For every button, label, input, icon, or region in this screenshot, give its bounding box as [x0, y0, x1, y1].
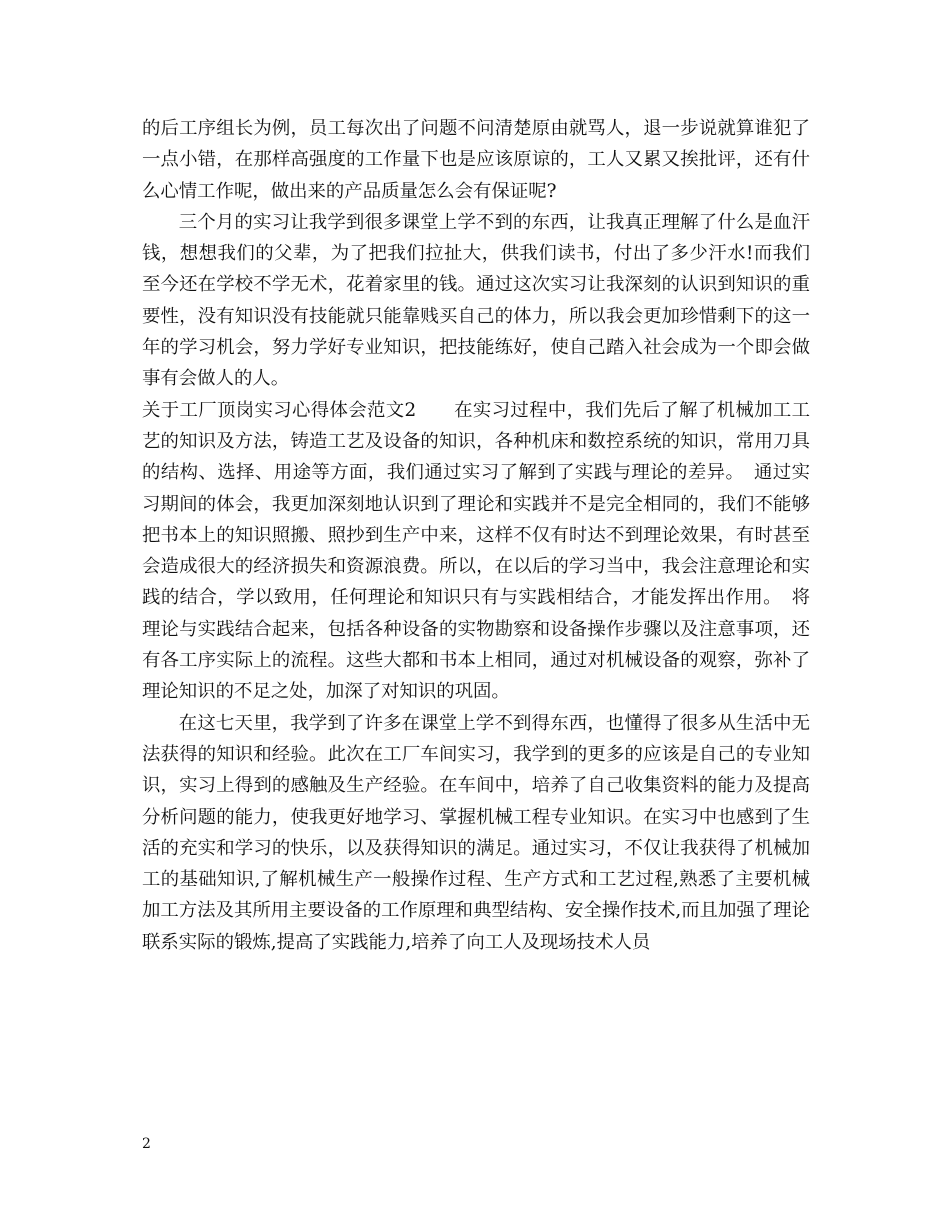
- paragraph-1: 的后工序组长为例，员工每次出了问题不问清楚原由就骂人，退一步说就算谁犯了一点小错，在那样高强度的工作量下也是应该原谅的，工人又累又挨批评，还有什么心情工作呢，做出来的产品质量怎么会有保证呢?: [142, 118, 810, 202]
- page-number: 2: [142, 1136, 151, 1152]
- paragraph-2: 三个月的实习让我学到很多课堂上学不到的东西，让我真正理解了什么是血汗钱，想想我们的父辈，为了把我们拉扯大，供我们读书，付出了多少汗水!而我们至今还在学校不学无术，花着家里的钱。通过这次实习让我深刻的认识到知识的重要性，没有知识没有技能就只能靠贱买自己的体力，所以我会更加珍惜剩下的这一年的学习机会，努力学好专业知识，把技能练好，使自己踏入社会成为一个即会做事有会做人的人。: [142, 211, 810, 390]
- paragraph-4: 在这七天里，我学到了许多在课堂上学不到得东西，也懂得了很多从生活中无法获得的知识和经验。此次在工厂车间实习，我学到的更多的应该是自己的专业知识，实习上得到的感触及生产经验。在车间中，培养了自己收集资料的能力及提高分析问题的能力，使我更好地学习、掌握机械工程专业知识。在实习中也感到了生活的充实和学习的快乐，以及获得知识的满足。通过实习，不仅让我获得了机械加工的基础知识,了解机械生产一般操作过程、生产方式和工艺过程,熟悉了主要机械加工方法及其所用主要设备的工作原理和典型结构、安全操作技术,而且加强了理论联系实际的锻炼,提高了实践能力,培养了向工人及现场技术人员: [142, 712, 810, 953]
- paragraph-3: 关于工厂顶岗实习心得体会范文2 在实习过程中，我们先后了解了机械加工工艺的知识及方法，铸造工艺及设备的知识，各种机床和数控系统的知识，常用刀具的结构、选择、用途等方面，我们通过实习了解到了实践与理论的差异。 通过实习期间的体会，我更加深刻地认识到了理论和实践并不是完全相同的，我们不能够把书本上的知识照搬、照抄到生产中来，这样不仅有时达不到理论效果，有时甚至会造成很大的经济损失和资源浪费。所以，在以后的学习当中，我会注意理论和实践的结合，学以致用，任何理论和知识只有与实践相结合，才能发挥出作用。 将理论与实践结合起来，包括各种设备的实物勘察和设备操作步骤以及注意事项，还有各工序实际上的流程。这些大都和书本上相同，通过对机械设备的观察，弥补了理论知识的不足之处，加深了对知识的巩固。: [142, 399, 810, 703]
- body-text: [142, 113, 810, 958]
